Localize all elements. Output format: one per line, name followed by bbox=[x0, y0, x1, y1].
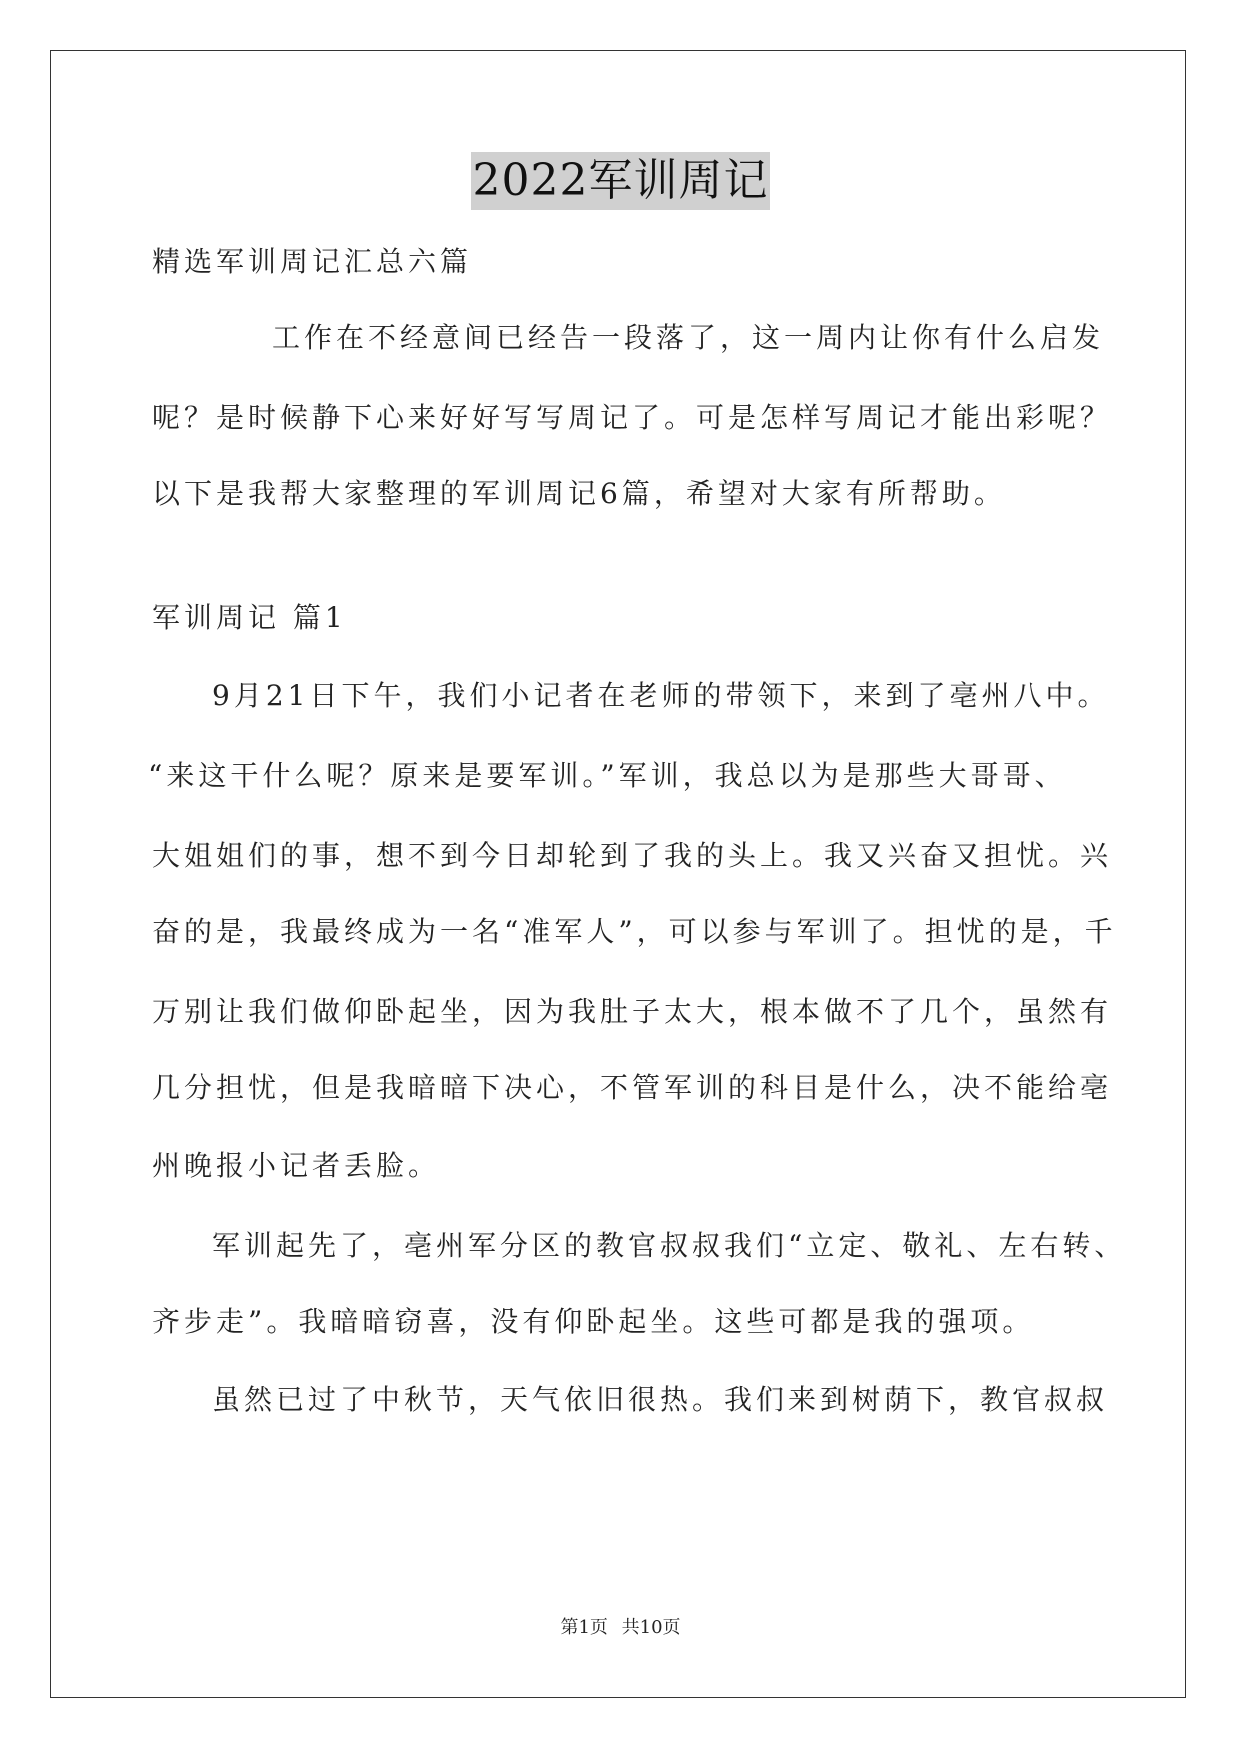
section-heading: 军训周记 篇1 bbox=[152, 601, 347, 634]
body-line-3: 大姐姐们的事，想不到今日却轮到了我的头上。我又兴奋又担忧。兴 bbox=[152, 839, 1113, 872]
subtitle: 精选军训周记汇总六篇 bbox=[152, 245, 473, 278]
body-line-8: 军训起先了，亳州军分区的教官叔叔我们“立定、敬礼、左右转、 bbox=[212, 1229, 1127, 1262]
page-number: 第1页 bbox=[560, 1617, 608, 1638]
intro-line-1: 工作在不经意间已经告一段落了，这一周内让你有什么启发 bbox=[272, 321, 1105, 354]
body-line-4: 奋的是，我最终成为一名“准军人”，可以参与军训了。担忧的是，千 bbox=[152, 915, 1117, 948]
page-total: 共10页 bbox=[621, 1617, 681, 1638]
body-line-1: 9月21日下午，我们小记者在老师的带领下，来到了亳州八中。 bbox=[212, 679, 1110, 712]
body-line-2: “来这干什么呢？原来是要军训。”军训，我总以为是那些大哥哥、 bbox=[148, 759, 1067, 792]
document-title: 2022军训周记 bbox=[471, 152, 771, 210]
body-line-9: 齐步走”。我暗暗窃喜，没有仰卧起坐。这些可都是我的强项。 bbox=[152, 1305, 1035, 1338]
intro-line-2: 呢？是时候静下心来好好写写周记了。可是怎样写周记才能出彩呢？ bbox=[152, 401, 1113, 434]
body-line-6: 几分担忧，但是我暗暗下决心，不管军训的科目是什么，决不能给亳 bbox=[152, 1071, 1113, 1104]
body-line-10: 虽然已过了中秋节，天气依旧很热。我们来到树荫下，教官叔叔 bbox=[212, 1383, 1109, 1416]
intro-line-3: 以下是我帮大家整理的军训周记6篇，希望对大家有所帮助。 bbox=[152, 477, 1006, 510]
title-wrap bbox=[0, 152, 1241, 210]
body-line-5: 万别让我们做仰卧起坐，因为我肚子太大，根本做不了几个，虽然有 bbox=[152, 995, 1113, 1028]
body-line-7: 州晚报小记者丢脸。 bbox=[152, 1149, 441, 1182]
page-footer bbox=[0, 1616, 1241, 1640]
